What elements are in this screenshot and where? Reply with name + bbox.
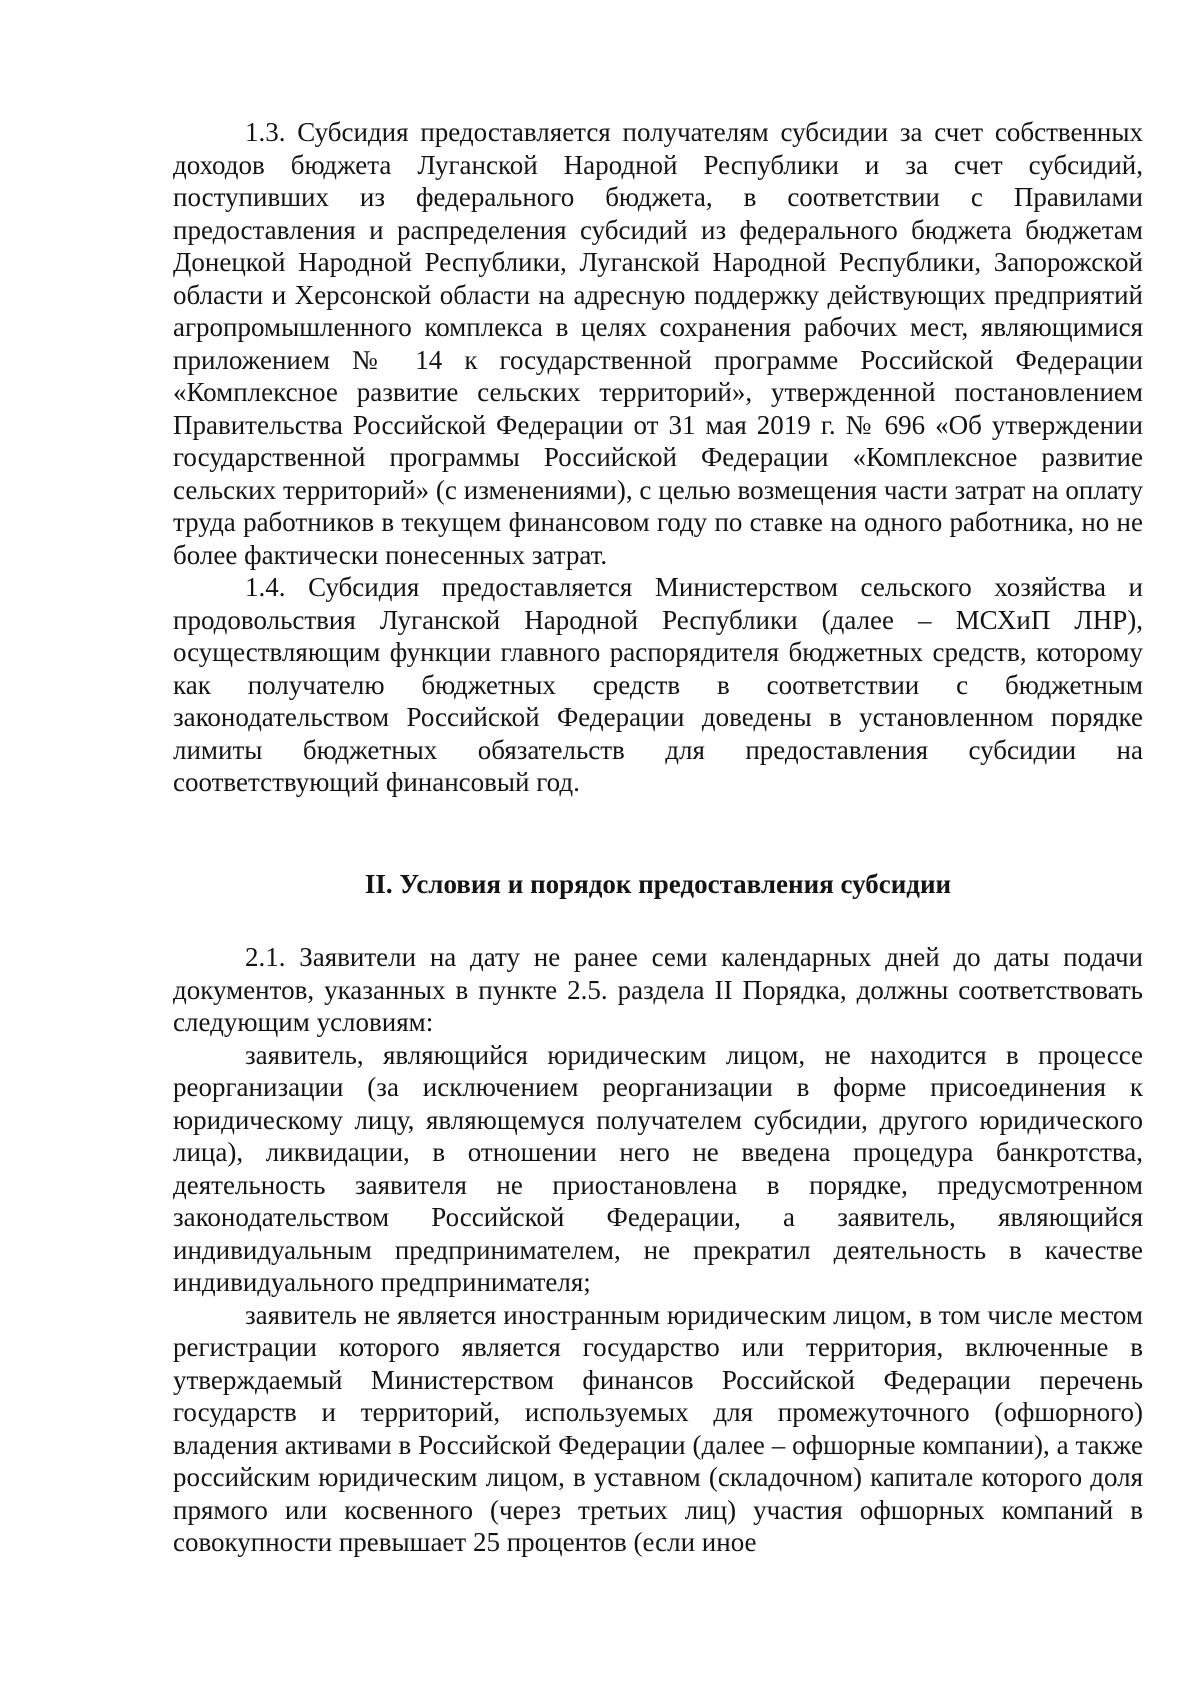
section-1-text [173,116,1143,799]
paragraph-1-4: 1.4. Субсидия предоставляется Министерством сельского хозяйства и продовольствия Луганской Народной Республики (далее – МСХиП ЛНР), осуществляющим функции главного распорядителя бюджетных средств, которому как получателю бюджетных средств в соответствии с бюджетным законодательством Российской Федерации доведены в установленном порядке лимиты бюджетных обязательств для предоставления субсидии на соответствующий финансовый год. [173,572,1143,797]
paragraph-condition-reorganization: заявитель, являющийся юридическим лицом, не находится в процессе реорганизации (за исключением реорганизации в форме присоединения к юридическому лицу, являющемуся получателем субсидии, другого юридического лица), ликвидации, в отношении него не введена процедура банкротства, деятельность заявителя не приостановлена в порядке, предусмотренном законодательством Российской Федерации, а заявитель, являющийся индивидуальным предпринимателем, не прекратил деятельность в качестве индивидуального предпринимателя; [173,1039,1143,1297]
paragraph-1-3: 1.3. Субсидия предоставляется получателям субсидии за счет собственных доходов бюджета Луганской Народной Республики и за счет субсидий, поступивших из федерального бюджета, в соответствии с Правилами предоставления и распределения субсидий из федерального бюджета бюджетам Донецкой Народной Республики, Луганской Народной Республики, Запорожской области и Херсонской области на адресную поддержку действующих предприятий агропромышленного комплекса в целях сохранения рабочих мест, являющимися приложением № 14 к государственной программе Российской Федерации «Комплексное развитие сельских территорий», утвержденной постановлением Правительства Российской Федерации от 31 мая 2019 г. № 696 «Об утверждении государственной программы Российской Федерации «Комплексное развитие сельских территорий» (с изменениями), с целью возмещения части затрат на оплату труда работников в текущем финансовом году по ставке на одного работника, но не более фактически понесенных затрат. [173,117,1143,570]
section-2-text [173,941,1143,1559]
section-2-heading: II. Условия и порядок предоставления субсидии [364,869,952,899]
paragraph-2-1: 2.1. Заявители на дату не ранее семи календарных дней до даты подачи документов, указанных в пункте 2.5. раздела II Порядка, должны соответствовать следующим условиям: [173,942,1143,1037]
section-2-heading-block [173,868,1143,901]
paragraph-condition-offshore: заявитель не является иностранным юридическим лицом, в том числе местом регистрации которого является государство или территория, включенные в утверждаемый Министерством финансов Российской Федерации перечень государств и территорий, используемых для промежуточного (офшорного) владения активами в Российской Федерации (далее – офшорные компании), а также российским юридическим лицом, в уставном (складочном) капитале которого доля прямого или косвенного (через третьих лиц) участия офшорных компаний в совокупности превышает 25 процентов (если иное [173,1299,1143,1557]
